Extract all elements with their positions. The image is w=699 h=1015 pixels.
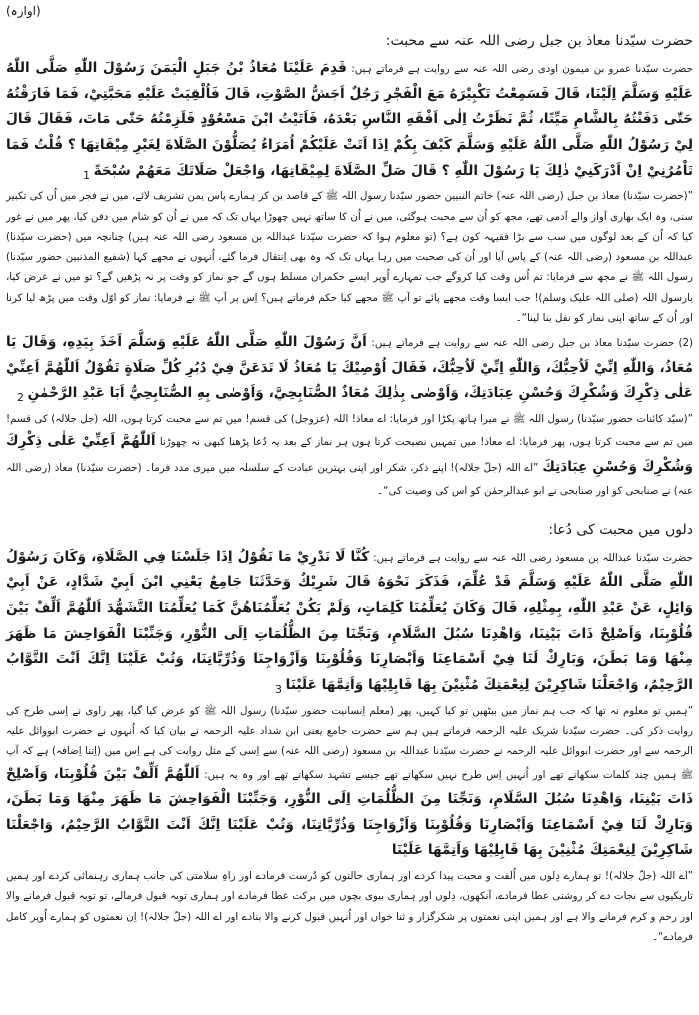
footnote-marker-2: 2 [17, 391, 24, 405]
dua-translation: ”اے اللہ (جلّ جلالہ)! تو ہمارے دِلوں میں اُلفت و محبت پیدا کردے اور ہماری حالتوں کو دُرست فرمادے اور راہِ سلامتی کی جانب ہماری رہنمائی کردے اور ہمیں تاریکیوں سے نجات دے کر روشنی عطا فرمادے، آنکھوں، دِلوں اور ہماری بیوی بچوں میں برکت عطا فرمادے اور ہماری توبہ قبول فرمالے، تو توبہ قبول فرمانے والا اور رحم و کرم فرمانے والا ہے اور ہمیں اپنی نعمتوں پر شکرگزار و ثنا خواں اور اُنہیں قبول کرنے والا بنادے اور اے اللہ (جلّ جلالہ)! اِن نعمتوں کو ہمارے اُوپر کامل فرمادے“۔ [6, 870, 693, 943]
footnote-marker-1: 1 [83, 168, 91, 182]
hadith-2 [6, 330, 693, 407]
hadith-3-translation [6, 701, 693, 864]
hadith-2-arabic: اَنَّ رَسُوْلَ اللّٰهِ صَلَّى اللّٰهُ عَلَيْهِ وَسَلَّمَ اَخَذَ بِيَدِهِ، وَقَالَ يَا مُعَاذُ، وَاللّٰهِ اِنِّيْ لَاُحِبُّكَ، وَاللّٰهِ اِنِّيْ لَاُحِبُّكَ، فَقَالَ اُوْصِيْكَ يَا مُعَاذُ لَا تَدَعَنَّ فِيْ دُبُرِ كُلِّ صَلَاةٍ تَقُوْلُ اَللّٰهُمَّ اَعِنِّيْ عَلٰى ذِكْرِكَ وَشُكْرِكَ وَحُسْنِ عِبَادَتِكَ، وَاَوْصٰى بِذٰلِكَ مُعَاذٌ الصُّنَابِحِيَّ، وَاَوْصٰى بِهِ الصُّنَابِحِيُّ اَبَا عَبْدِ الرَّحْمٰنِ [6, 334, 693, 402]
footnote-marker-3: 3 [275, 682, 282, 696]
article-body [6, 30, 693, 949]
hadith-3-intro: حضرت سیّدنا عبداللہ بن مسعود رضی اللہ عنہ سے روایت ہے فرماتے ہیں: [373, 551, 694, 564]
hadith-3 [6, 545, 693, 699]
hadith-3-translation-text: ”ہمیں تو معلوم نہ تھا کہ جب ہم نماز میں بیٹھیں تو کیا کہیں، پھر (معلم اِنسانیت حضور سیّدنا) رسول اللہ ﷺ کو عرض کیا گیا، پھر راوی نے اِسی طرح کی روایت ذکر کی۔ حضرت سیّدنا شریک علیہ الرحمہ فرماتے ہیں ہم سے حضرت جامع یعنی ابن شداد علیہ الرحمہ نے بیان کیا کہ اُنہوں نے حضرت ابووائل علیہ الرحمہ سے اور حضرت ابووائل علیہ الرحمہ نے حضرت سیّدنا عبداللہ بن مسعود (رضی اللہ عنہ) سے اِسی کے مثل روایت کی ہے اِس میں (اِتنا اِضافہ) ہے کہ آپ ﷺ ہمیں چند کلمات سکھاتے تھے اور اُنہیں اِس طرح نہیں سکھاتے تھے جیسے تشہد سکھاتے تھے اور وہ یہ ہیں: [6, 704, 693, 781]
hadith-2-intro: (2) حضرت سیّدنا معاذ بن جبل رضی اللہ عنہ سے روایت ہے فرماتے ہیں: [371, 337, 693, 350]
section-heading-dua: دلوں میں محبت کی دُعا: [548, 521, 693, 538]
section-heading-muaz: حضرت سیّدنا معاذ بن جبل رضی اللہ عنہ سے محبت: [385, 33, 693, 49]
hadith-2-translation-text: ”(سیّد کائنات حضور سیّدنا) رسول اللہ ﷺ نے میرا ہاتھ پکڑا اور فرمایا: اے معاذ! اللہ (عزوجل) کی قسم! میں تم سے محبت کرتا ہوں، اللہ (جل جلالہ) کی قسم! میں تم سے محبت کرتا ہوں، پھر فرمایا: اے معاذ! میں تمہیں نصیحت کرتا ہوں ہر نماز کے بعد یہ دُعا پڑھنا کبھی نہ چھوڑنا [6, 413, 693, 449]
hadith-1-translation: ”(حضرت سیّدنا) معاذ بن جبل (رضی اللہ عنہ) خاتم النبیین حضور سیّدنا رسول اللہ ﷺ کے قاصد بن کر ہمارے پاس یمن تشریف لائے، میں نے فجر میں اُن کی تکبیر سنی، وہ ایک بھاری آواز والے آدمی تھے، مجھ کو اُن سے محبت ہوگئی، میں نے اُن کا ساتھ نہیں چھوڑا یہاں تک کہ میں نے اُن کو شام میں دفن کیا، پھر میں نے غور کیا کہ اُن کے بعد لوگوں میں سب سے بڑا فقیہہ کون ہے؟ (تو معلوم ہوا کہ حضرت سیّدنا عبداللہ بن مسعود رضی اللہ عنہ ہیں) چنانچہ میں (حضرت سیّدنا) عبداللہ بن مسعود (رضی اللہ عنہ) کے پاس آیا اور اُن کی صحبت میں رہا یہاں تک کہ وہ بھی اِنتقال فرما گئے، اُنہوں نے مجھے کہا (شفیع المذنبین حضور سیّدنا) رسول اللہ ﷺ نے مجھ سے فرمایا: تم اُس وقت کیا کروگے جب تمہارے اُوپر ایسے حکمران مسلط ہوں گے جو نماز کو وقت پر نہ پڑھیں گے؟ تو میں نے عرض کیا، یارسول اللہ (صلی اللہ علیک وسلم)! جب ایسا وقت مجھے پائے تو آپ ﷺ مجھے کیا حکم فرماتے ہیں؟ اِس پر آپ ﷺ نے فرمایا: نماز کو اوّل وقت میں پڑھ لیا کرنا اور اُن کے ساتھ اپنی نماز کو نفل بنا لینا“۔ [6, 190, 693, 324]
hadith-2-translation-rest: ”اے اللہ (جلّ جلالہ)! اپنے ذکر، شکر اور اپنی بہترین عبادت کے سلسلہ میں میری مدد فرما۔ (حضرت سیّدنا) معاذ (رضی اللہ عنہ) نے صنابحی کو اور صنابحی نے ابو عبدالرحمٰن کو اس کی وصیت کی“۔ [6, 461, 693, 497]
hadith-3-dua-arabic: اَللّٰهُمَّ اَلِّفْ بَيْنَ قُلُوْبِنَا، وَاَصْلِحْ ذَاتَ بَيْنِنَا، وَاهْدِنَا سُبُلَ السَّلَامِ، وَنَجِّنَا مِنَ الظُّلُمَاتِ اِلَى النُّوْرِ، وَجَنِّبْنَا الْفَوَاحِشَ مَا ظَهَرَ مِنْهَا وَمَا بَطَنَ، وَبَارِكْ لَنَا فِيْ اَسْمَاعِنَا وَاَبْصَارِنَا وَقُلُوْبِنَا وَاَزْوَاجِنَا وَذُرِّيَّاتِنَا، وَتُبْ عَلَيْنَا اِنَّكَ اَنْتَ التَّوَّابُ الرَّحِيْمُ، وَاجْعَلْنَا شَاكِرِيْنَ لِنِعْمَتِكَ مُثْنِيْنَ بِهَا قَابِلِيْهَا وَاَتِمَّهَا عَلَيْنَا [6, 765, 693, 859]
header-tag: (اوارہ) [6, 4, 41, 18]
hadith-2-translation [6, 409, 693, 501]
hadith-3-arabic: كُنَّا لَا نَدْرِيْ مَا نَقُوْلُ اِذَا جَلَسْنَا فِي الصَّلَاةِ، وَكَانَ رَسُوْلُ اللّٰهِ صَلَّى اللّٰهُ عَلَيْهِ وَسَلَّمَ قَدْ عُلِّمَ، فَذَكَرَ نَحْوَهُ قَالَ شَرِيْكٌ وَحَدَّثَنَا جَامِعٌ يَعْنِي ابْنَ اَبِيْ شَدَّادٍ، عَنْ اَبِيْ وَائِلٍ، عَنْ عَبْدِ اللّٰهِ، بِمِثْلِهِ، قَالَ وَكَانَ يُعَلِّمُنَا كَلِمَاتٍ، وَلَمْ يَكُنْ يُعَلِّمُنَاهُنَّ كَمَا يُعَلِّمُنَا التَّشَهُّدَ اَللّٰهُمَّ اَلِّفْ بَيْنَ قُلُوْبِنَا، وَاَصْلِحْ ذَاتَ بَيْنِنَا، وَاهْدِنَا سُبُلَ السَّلَامِ، وَنَجِّنَا مِنَ الظُّلُمَاتِ اِلَى النُّوْرِ، وَجَنِّبْنَا الْفَوَاحِشَ مَا ظَهَرَ مِنْهَا وَمَا بَطَنَ، وَبَارِكْ لَنَا فِيْ اَسْمَاعِنَا وَاَبْصَارِنَا وَقُلُوْبِنَا وَاَزْوَاجِنَا وَذُرِّيَّاتِنَا، وَتُبْ عَلَيْنَا اِنَّكَ اَنْتَ التَّوَّابُ الرَّحِيْمُ، وَاجْعَلْنَا شَاكِرِيْنَ لِنِعْمَتِكَ مُثْنِيْنَ بِهَا قَابِلِيْهَا وَاَتِمَّهَا عَلَيْنَا [6, 548, 693, 694]
hadith-1 [6, 56, 693, 184]
hadith-1-intro: حضرت سیّدنا عمرو بن میمون اودی رضی اللہ عنہ سے روایت ہے فرماتے ہیں: [351, 63, 693, 75]
section-gap [6, 503, 693, 519]
hadith-1-arabic: قَدِمَ عَلَيْنَا مُعَاذُ بْنُ جَبَلٍ الْيَمَنَ رَسُوْلَ اللّٰهِ صَلَّى اللّٰهُ عَلَيْهِ وَسَلَّمَ اِلَيْنَا، قَالَ فَسَمِعْتُ تَكْبِيْرَهُ مَعَ الْفَجْرِ رَجُلٌ اَجَشُّ الصَّوْتِ، قَالَ فَاُلْقِيَتْ عَلَيْهِ مَحَبَّتِيْ، فَمَا فَارَقْتُهُ حَتّٰى دَفَنْتُهُ بِالشَّامِ مَيِّتًا، ثُمَّ نَظَرْتُ اِلٰى اَفْقَهِ النَّاسِ بَعْدَهُ، فَاَتَيْتُ ابْنَ مَسْعُوْدٍ فَلَزِمْتُهُ حَتّٰى مَاتَ، فَقَالَ قَالَ لِيْ رَسُوْلُ اللّٰهِ صَلَّى اللّٰهُ عَلَيْهِ وَسَلَّمَ كَيْفَ بِكُمْ اِذَا اَتَتْ عَلَيْكُمْ اُمَرَاءُ يُصَلُّوْنَ الصَّلَاةَ لِغَيْرِ مِيْقَاتِهَا ؟ قُلْتُ فَمَا تَاْمُرُنِيْ اِنْ اَدْرَكَنِيْ ذٰلِكَ يَا رَسُوْلَ اللّٰهِ ؟ قَالَ صَلِّ الصَّلَاةَ لِمِيْقَاتِهَا، وَاجْعَلْ صَلَاتَكَ مَعَهُمْ سُبْحَةً [6, 60, 693, 179]
hadith-2-dua-arabic: اَللّٰهُمَّ اَعِنِّيْ عَلٰى ذِكْرِكَ وَشُكْرِكَ وَحُسْنِ عِبَادَتِكَ [6, 433, 693, 475]
